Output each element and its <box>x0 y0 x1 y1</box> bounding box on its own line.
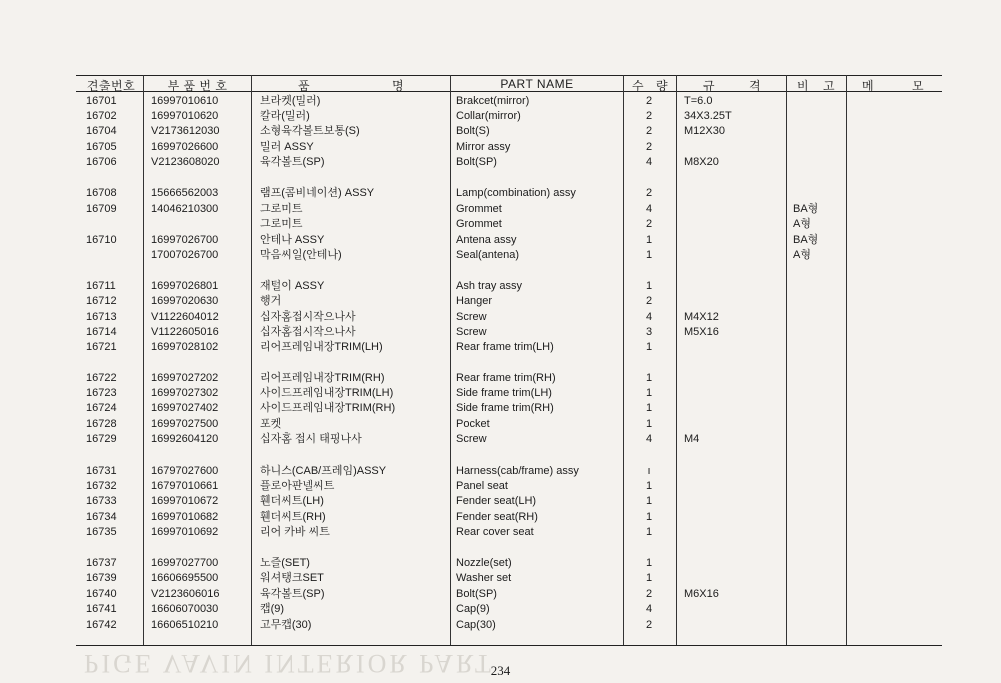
header-note-right: 고 <box>823 79 836 93</box>
korean-name-cell: 워셔탱크SET <box>260 572 324 584</box>
korean-name-cell: 휀더씨트(LH) <box>260 495 324 507</box>
spec-cell: M12X30 <box>684 125 725 137</box>
spec-cell: M5X16 <box>684 326 719 338</box>
part-no-cell: V1122604012 <box>151 311 219 323</box>
korean-name-cell: 그로미트 <box>260 218 303 230</box>
part-name-cell: Side frame trim(RH) <box>456 402 554 414</box>
quantity-cell: 2 <box>645 141 653 153</box>
part-name-cell: Antena assy <box>456 234 517 246</box>
part-name-cell: Ash tray assy <box>456 280 523 292</box>
header-qty-right: 량 <box>656 79 669 93</box>
part-name-cell: Collar(mirror) <box>456 110 521 122</box>
building-no-cell: 16710 <box>86 234 117 246</box>
part-name-cell: Cap(30) <box>456 619 496 631</box>
table-row <box>0 248 1001 263</box>
quantity-cell: ı <box>647 465 651 477</box>
quantity-cell: 3 <box>645 326 653 338</box>
quantity-cell: 4 <box>645 311 653 323</box>
header-top-rule <box>76 75 942 76</box>
building-no-cell: 16740 <box>86 588 117 600</box>
building-no-cell: 16714 <box>86 326 117 338</box>
korean-name-cell: 그로미트 <box>260 203 303 215</box>
building-no-cell: 16705 <box>86 141 117 153</box>
part-name-cell: Bolt(SP) <box>456 156 497 168</box>
part-name-cell: Harness(cab/frame) assy <box>456 465 579 477</box>
table-row <box>0 510 1001 525</box>
building-no-cell: 16729 <box>86 433 117 445</box>
spec-cell: M6X16 <box>684 588 719 600</box>
part-no-cell: 16997027700 <box>151 557 219 569</box>
quantity-cell: 2 <box>645 187 653 199</box>
table-row <box>0 618 1001 633</box>
korean-name-cell: 막음씨일(안테나) <box>260 249 342 261</box>
korean-name-cell: 리어프레임내장TRIM(RH) <box>260 372 385 384</box>
page-number: 234 <box>490 663 511 678</box>
korean-name-cell: 리어프레임내장TRIM(LH) <box>260 341 383 353</box>
part-name-cell: Panel seat <box>456 480 508 492</box>
building-no-cell: 16708 <box>86 187 117 199</box>
quantity-cell: 2 <box>645 95 653 107</box>
spec-cell: M4X12 <box>684 311 719 323</box>
korean-name-cell: 포켓 <box>260 418 282 430</box>
quantity-cell: 2 <box>645 110 653 122</box>
korean-name-cell: 소형육각볼트보통(S) <box>260 125 360 137</box>
table-row <box>0 310 1001 325</box>
quantity-cell: 4 <box>645 603 653 615</box>
note-cell: BA형 <box>793 234 819 246</box>
korean-name-cell: 캡(9) <box>260 603 285 615</box>
part-no-cell: 15666562003 <box>151 187 219 199</box>
korean-name-cell: 노즐(SET) <box>260 557 310 569</box>
header-name-right: 명 <box>392 79 405 93</box>
spec-cell: T=6.0 <box>684 95 713 107</box>
korean-name-cell: 램프(콤비네이션) ASSY <box>260 187 375 199</box>
table-row <box>0 386 1001 401</box>
table-row <box>0 94 1001 109</box>
part-no-cell: V2123606016 <box>151 588 220 600</box>
part-name-cell: Mirror assy <box>456 141 511 153</box>
part-no-cell: V2173612030 <box>151 125 220 137</box>
part-no-cell: 16997027402 <box>151 402 219 414</box>
quantity-cell: 1 <box>645 526 653 538</box>
korean-name-cell: 휀더씨트(RH) <box>260 511 326 523</box>
table-row <box>0 233 1001 248</box>
part-no-cell: 16606695500 <box>151 572 219 584</box>
header-part-no: 부 품 번 호 <box>167 79 228 93</box>
part-name-cell: Rear cover seat <box>456 526 534 538</box>
table-row <box>0 279 1001 294</box>
table-row <box>0 186 1001 201</box>
korean-name-cell: 육각볼트(SP) <box>260 156 325 168</box>
part-no-cell: 16997026801 <box>151 280 219 292</box>
table-row <box>0 417 1001 432</box>
table-row <box>0 140 1001 155</box>
building-no-cell: 16709 <box>86 203 117 215</box>
part-no-cell: 16997010692 <box>151 526 219 538</box>
part-no-cell: 16997026600 <box>151 141 219 153</box>
part-no-cell: 16997010672 <box>151 495 219 507</box>
part-name-cell: Grommet <box>456 218 502 230</box>
table-row <box>0 155 1001 170</box>
quantity-cell: 1 <box>645 341 653 353</box>
table-row <box>0 325 1001 340</box>
korean-name-cell: 안테나 ASSY <box>260 234 325 246</box>
korean-name-cell: 밀러 ASSY <box>260 141 314 153</box>
note-cell: BA형 <box>793 203 819 215</box>
quantity-cell: 1 <box>645 480 653 492</box>
part-no-cell: 16797010661 <box>151 480 219 492</box>
part-no-cell: V2123608020 <box>151 156 220 168</box>
header-name-left: 품 <box>298 79 311 93</box>
quantity-cell: 2 <box>645 588 653 600</box>
building-no-cell: 16732 <box>86 480 117 492</box>
building-no-cell: 16733 <box>86 495 117 507</box>
part-name-cell: Bolt(SP) <box>456 588 497 600</box>
quantity-cell: 4 <box>645 433 653 445</box>
note-cell: A형 <box>793 218 811 230</box>
korean-name-cell: 브라켓(밀러) <box>260 95 321 107</box>
part-no-cell: 16997028102 <box>151 341 219 353</box>
part-no-cell: 16797027600 <box>151 465 219 477</box>
korean-name-cell: 십자홈 접시 태핑나사 <box>260 433 362 445</box>
quantity-cell: 1 <box>645 402 653 414</box>
part-name-cell: Side frame trim(LH) <box>456 387 552 399</box>
building-no-cell: 16702 <box>86 110 117 122</box>
part-no-cell: 17007026700 <box>151 249 219 261</box>
table-row <box>0 587 1001 602</box>
part-no-cell: 16606510210 <box>151 619 219 631</box>
building-no-cell: 16739 <box>86 572 117 584</box>
quantity-cell: 1 <box>645 557 653 569</box>
building-no-cell: 16712 <box>86 295 117 307</box>
quantity-cell: 1 <box>645 387 653 399</box>
part-name-cell: Grommet <box>456 203 502 215</box>
building-no-cell: 16741 <box>86 603 117 615</box>
table-row <box>0 494 1001 509</box>
quantity-cell: 1 <box>645 418 653 430</box>
note-cell: A형 <box>793 249 811 261</box>
table-row <box>0 571 1001 586</box>
building-no-cell: 16742 <box>86 619 117 631</box>
part-no-cell: 16997010682 <box>151 511 219 523</box>
quantity-cell: 1 <box>645 280 653 292</box>
quantity-cell: 1 <box>645 495 653 507</box>
quantity-cell: 1 <box>645 249 653 261</box>
part-no-cell: 16992604120 <box>151 433 219 445</box>
korean-name-cell: 십자홈접시작으나사 <box>260 326 356 338</box>
building-no-cell: 16722 <box>86 372 117 384</box>
korean-name-cell: 사이드프레임내장TRIM(LH) <box>260 387 394 399</box>
part-no-cell: 16997010610 <box>151 95 219 107</box>
korean-name-cell: 칼라(밀러) <box>260 110 310 122</box>
bleed-through-text: PIGE VAVIN INTERIOR PART <box>84 649 494 678</box>
table-row <box>0 124 1001 139</box>
building-no-cell: 16737 <box>86 557 117 569</box>
table-row <box>0 556 1001 571</box>
korean-name-cell: 육각볼트(SP) <box>260 588 325 600</box>
korean-name-cell: 플로아판넬씨트 <box>260 480 335 492</box>
table-row <box>0 371 1001 386</box>
part-name-cell: Fender seat(RH) <box>456 511 538 523</box>
quantity-cell: 1 <box>645 372 653 384</box>
part-no-cell: 16997027202 <box>151 372 219 384</box>
building-no-cell: 16724 <box>86 402 117 414</box>
footer-rule <box>76 645 942 646</box>
spec-cell: M4 <box>684 433 700 445</box>
part-no-cell: 16997010620 <box>151 110 219 122</box>
quantity-cell: 2 <box>645 125 653 137</box>
table-row <box>0 525 1001 540</box>
quantity-cell: 1 <box>645 572 653 584</box>
header-part-name: PART NAME <box>500 77 574 91</box>
building-no-cell: 16713 <box>86 311 117 323</box>
part-name-cell: Washer set <box>456 572 512 584</box>
table-row <box>0 479 1001 494</box>
part-name-cell: Seal(antena) <box>456 249 519 261</box>
table-row <box>0 602 1001 617</box>
table-row <box>0 432 1001 447</box>
part-no-cell: 16997027302 <box>151 387 219 399</box>
korean-name-cell: 십자홈접시작으나사 <box>260 311 356 323</box>
part-name-cell: Hanger <box>456 295 493 307</box>
building-no-cell: 16701 <box>86 95 117 107</box>
part-name-cell: Screw <box>456 311 487 323</box>
header-spec-left: 규 <box>703 79 716 93</box>
table-row <box>0 401 1001 416</box>
header-note-left: 비 <box>797 79 810 93</box>
part-no-cell: 14046210300 <box>151 203 219 215</box>
building-no-cell: 16721 <box>86 341 117 353</box>
header-memo-right: 모 <box>912 79 925 93</box>
part-name-cell: Lamp(combination) assy <box>456 187 576 199</box>
quantity-cell: 2 <box>645 295 653 307</box>
part-no-cell: V1122605016 <box>151 326 219 338</box>
part-name-cell: Screw <box>456 326 487 338</box>
korean-name-cell: 사이드프레임내장TRIM(RH) <box>260 402 396 414</box>
header-spec-right: 격 <box>749 79 762 93</box>
part-no-cell: 16997020630 <box>151 295 219 307</box>
table-row <box>0 202 1001 217</box>
building-no-cell: 16704 <box>86 125 117 137</box>
part-name-cell: Nozzle(set) <box>456 557 512 569</box>
header-qty-left: 수 <box>632 79 645 93</box>
part-name-cell: Screw <box>456 433 487 445</box>
quantity-cell: 1 <box>645 234 653 246</box>
part-no-cell: 16997027500 <box>151 418 219 430</box>
korean-name-cell: 고무캡(30) <box>260 619 312 631</box>
part-no-cell: 16997026700 <box>151 234 219 246</box>
korean-name-cell: 행거 <box>260 295 282 307</box>
building-no-cell: 16711 <box>86 280 116 292</box>
part-name-cell: Rear frame trim(RH) <box>456 372 556 384</box>
header-building-no: 견출번호 <box>86 79 136 93</box>
quantity-cell: 4 <box>645 156 653 168</box>
table-row <box>0 464 1001 479</box>
korean-name-cell: 재털이 ASSY <box>260 280 325 292</box>
table-row <box>0 217 1001 232</box>
spec-cell: M8X20 <box>684 156 719 168</box>
part-name-cell: Fender seat(LH) <box>456 495 537 507</box>
part-no-cell: 16606070030 <box>151 603 219 615</box>
building-no-cell: 16735 <box>86 526 117 538</box>
table-row <box>0 109 1001 124</box>
table-row <box>0 340 1001 355</box>
quantity-cell: 1 <box>645 511 653 523</box>
part-name-cell: Rear frame trim(LH) <box>456 341 554 353</box>
building-no-cell: 16706 <box>86 156 117 168</box>
quantity-cell: 4 <box>645 203 653 215</box>
quantity-cell: 2 <box>645 619 653 631</box>
building-no-cell: 16728 <box>86 418 117 430</box>
table-row <box>0 294 1001 309</box>
quantity-cell: 2 <box>645 218 653 230</box>
building-no-cell: 16734 <box>86 511 117 523</box>
korean-name-cell: 리어 카바 씨트 <box>260 526 330 538</box>
korean-name-cell: 하니스(CAB/프레임)ASSY <box>260 465 387 477</box>
spec-cell: 34X3.25T <box>684 110 732 122</box>
building-no-cell: 16723 <box>86 387 117 399</box>
part-name-cell: Brakcet(mirror) <box>456 95 530 107</box>
header-memo-left: 메 <box>862 79 875 93</box>
part-name-cell: Cap(9) <box>456 603 490 615</box>
building-no-cell: 16731 <box>86 465 117 477</box>
part-name-cell: Pocket <box>456 418 490 430</box>
part-name-cell: Bolt(S) <box>456 125 490 137</box>
